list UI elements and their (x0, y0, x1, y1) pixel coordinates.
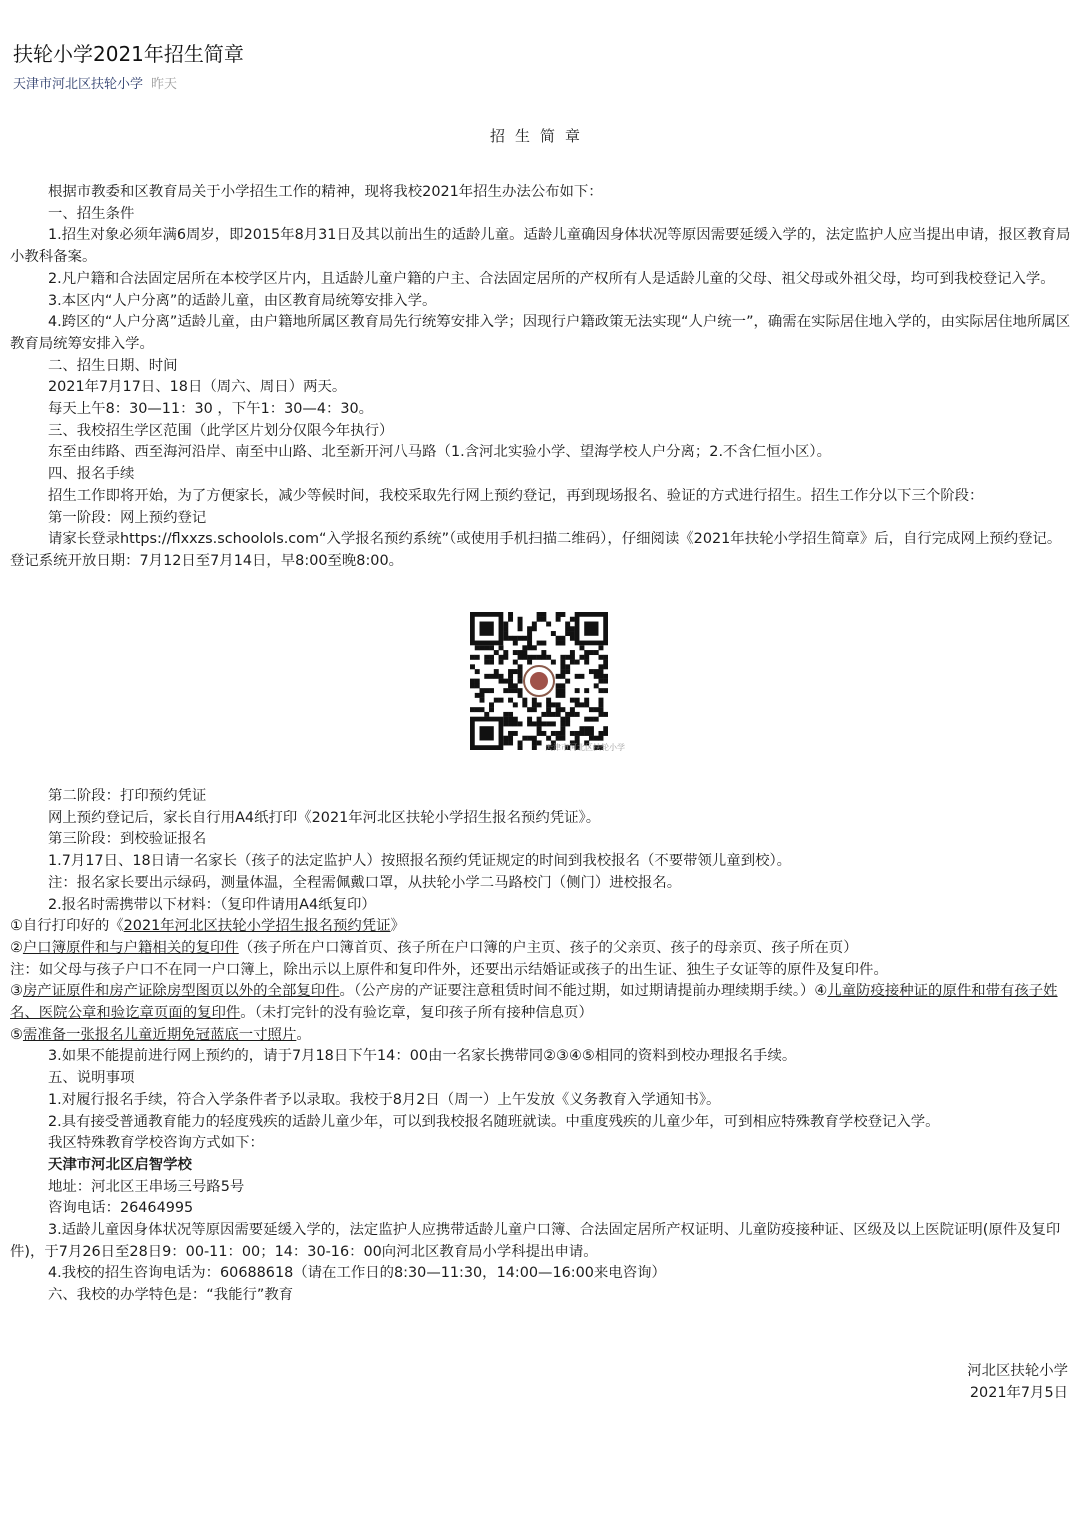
heading-district: 三、我校招生学区范围（此学区片划分仅限今年执行） (48, 422, 394, 439)
heading-notes: 五、说明事项 (48, 1070, 135, 1087)
qr-caption: 天津市河北区扶轮小学 (545, 743, 625, 752)
special-school-address: 地址：河北区王串场三号路5号 (48, 1178, 245, 1195)
note-3: 3.适龄儿童因身体状况等原因需要延缓入学的，法定监护人应携带适龄儿童户口簿、合法固定居所产权证明、儿童防疫接种证、区级及以上医院证明(原件及复印件)，于7月26日至28日9：00-11：00；14：30-16：00向河北区教育局小学科提出申请。 (10, 1222, 1061, 1260)
qr-code-image (470, 612, 608, 750)
document-heading: 招生简章 (489, 127, 590, 145)
condition-1: 1.招生对象必须年满6周岁，即2015年8月31日及其以前出生的适龄儿童。适龄儿童确因身体状况等原因需要延缓入学的，法定监护人应当提出申请，报区教育局小教科备案。 (10, 227, 1071, 266)
material-3-4: ③房产证原件和房产证除房型图页以外的全部复印件。（公产房的产证要注意租赁时间不能过期，如过期请提前办理续期手续。）④儿童防疫接种证的原件和带有孩子姓名、医院公章和验讫章页面的复印件。（未打完针的没有验讫章，复印孩子所有接种信息页） (10, 983, 1058, 1022)
body-section-2 (10, 786, 1072, 1307)
account-name-link[interactable]: 天津市河北区扶轮小学 (13, 77, 144, 92)
intro-paragraph: 根据市教委和区教育局关于小学招生工作的精神，现将我校2021年招生办法公布如下： (48, 184, 603, 200)
procedure-intro: 招生工作即将开始，为了方便家长，减少等候时间，我校采取先行网上预约登记，再到现场报名、验证的方式进行招生。招生工作分以下三个阶段： (48, 487, 984, 504)
stage-3-item-3: 3.如果不能提前进行网上预约的，请于7月18日下午14：00由一名家长携带同②③④⑤相同的资料到校办理报名手续。 (48, 1048, 797, 1065)
publish-time: 昨天 (151, 77, 178, 92)
qr-code[interactable] (470, 612, 608, 750)
body-section-1 (10, 182, 1072, 573)
material-1: ①自行打印好的《2021年河北区扶轮小学招生报名预约凭证》 (10, 918, 405, 935)
condition-3: 3.本区内“人户分离”的适龄儿童，由区教育局统筹安排入学。 (48, 292, 437, 309)
special-school-phone: 咨询电话：26464995 (48, 1200, 194, 1217)
material-2: ②户口簿原件和与户籍相关的复印件（孩子所在户口簿首页、孩子所在户口簿的户主页、孩子的父亲页、孩子的母亲页、孩子所在页） (10, 939, 858, 956)
signature-date: 2021年7月5日 (969, 1385, 1068, 1401)
signature-org: 河北区扶轮小学 (967, 1363, 1068, 1379)
heading-procedure: 四、报名手续 (48, 466, 135, 483)
stage-2-title: 第二阶段：打印预约凭证 (48, 788, 207, 804)
stage-3-note: 注：报名家长要出示绿码，测量体温，全程需佩戴口罩，从扶轮小学二马路校门（侧门）进校报名。 (48, 874, 682, 891)
special-school-contact-intro: 我区特殊教育学校咨询方式如下： (48, 1135, 264, 1152)
note-4: 4.我校的招生咨询电话为：60688618（请在工作日的8:30—11:30，14:00—16:00来电咨询） (48, 1265, 666, 1282)
district-range: 东至由纬路、西至海河沿岸、南至中山路、北至新开河八马路（1.含河北实验小学、望海学校人户分离；2.不含仁恒小区）。 (48, 444, 831, 461)
article-meta (13, 76, 177, 94)
material-2-note: 注：如父母与孩子户口不在同一户口簿上，除出示以上原件和复印件外，还要出示结婚证或孩子的出生证、独生子女证等的原件及复印件。 (10, 961, 888, 978)
stage-2-text: 网上预约登记后，家长自行用A4纸打印《2021年河北区扶轮小学招生报名预约凭证》。 (48, 809, 601, 826)
heading-dates: 二、招生日期、时间 (48, 357, 178, 374)
condition-4: 4.跨区的“人户分离”适龄儿童，由户籍地所属区教育局先行统筹安排入学；因现行户籍政策无法实现“人户统一”，确需在实际居住地入学的，由实际居住地所属区教育局统筹安排入学。 (10, 314, 1071, 352)
stage-1-title: 第一阶段：网上预约登记 (48, 509, 207, 526)
article-title: 扶轮小学2021年招生简章 (13, 42, 244, 66)
dates-line-2: 每天上午8：30—11：30 ，下午1：30—4：30。 (48, 401, 374, 418)
note-2: 2.具有接受普通教育能力的轻度残疾的适龄儿童少年，可以到我校报名随班就读。中重度残疾的儿童少年，可到相应特殊教育学校登记入学。 (48, 1113, 940, 1130)
stage-1-text: 请家长登录https://flxxzs.schoolols.com“入学报名预约系统”（或使用手机扫描二维码），仔细阅读《2021年扶轮小学招生简章》后，自行完成网上预约登记。登记系统开放日期：7月12日至7月14日，早8:00至晚8:00。 (10, 531, 1062, 569)
heading-enrollment-conditions: 一、招生条件 (48, 205, 135, 222)
material-5: ⑤需准备一张报名儿童近期免冠蓝底一寸照片。 (10, 1026, 311, 1043)
stage-3-title: 第三阶段：到校验证报名 (48, 831, 207, 848)
stage-3-item-1: 1.7月17日、18日请一名家长（孩子的法定监护人）按照报名预约凭证规定的时间到我校报名（不要带领儿童到校）。 (48, 853, 792, 870)
dates-line-1: 2021年7月17日、18日（周六、周日）两天。 (48, 379, 347, 396)
special-school-name: 天津市河北区启智学校 (48, 1156, 192, 1173)
signature-block (967, 1360, 1068, 1404)
heading-features: 六、我校的办学特色是：“我能行”教育 (48, 1287, 294, 1304)
note-1: 1.对履行报名手续，符合入学条件者予以录取。我校于8月2日（周一）上午发放《义务教育入学通知书》。 (48, 1091, 721, 1108)
stage-3-item-2: 2.报名时需携带以下材料：（复印件请用A4纸复印） (48, 896, 376, 913)
condition-2: 2.凡户籍和合法固定居所在本校学区片内，且适龄儿童户籍的户主、合法固定居所的产权所有人是适龄儿童的父母、祖父母或外祖父母，均可到我校登记入学。 (48, 270, 1055, 287)
